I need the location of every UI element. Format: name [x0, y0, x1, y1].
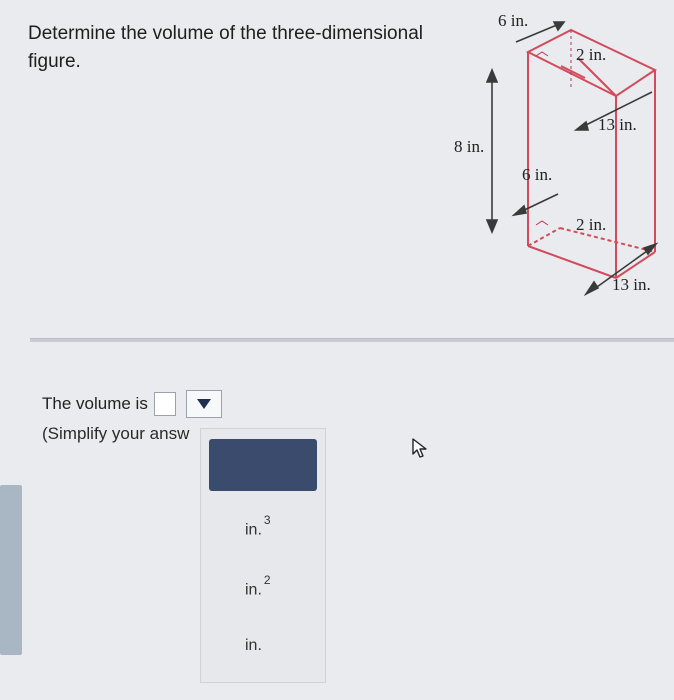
prism-figure [440, 0, 674, 310]
caret-down-icon [197, 399, 211, 409]
unit-option-in2[interactable] [245, 573, 271, 599]
unit-option-in3[interactable] [245, 513, 271, 539]
unit-option-in3-base: in. [245, 521, 262, 539]
question-line-2: figure. [28, 51, 81, 72]
label-top-length: 13 in. [598, 115, 637, 134]
unit-option-in3-exp: 3 [263, 513, 271, 527]
left-scrollbar[interactable] [0, 485, 22, 655]
unit-option-in2-base: in. [245, 581, 262, 599]
simplify-hint: (Simplify your answ [42, 424, 190, 443]
answer-prefix: The volume is [42, 394, 148, 413]
label-height: 8 in. [454, 137, 485, 156]
label-bottom-length: 13 in. [612, 275, 651, 294]
label-top-inner-depth: 2 in. [576, 45, 607, 64]
volume-input[interactable] [154, 392, 176, 416]
label-bottom-inner-depth: 2 in. [576, 215, 607, 234]
question-line-1: Determine the volume of the three-dimensional [28, 23, 423, 44]
mouse-cursor-icon [410, 437, 430, 459]
section-divider [30, 338, 674, 342]
unit-option-in-base: in. [245, 637, 262, 654]
answer-line [42, 390, 222, 418]
dropdown-highlight[interactable] [209, 439, 317, 491]
label-top-width: 6 in. [498, 11, 529, 30]
unit-dropdown-button[interactable] [186, 390, 222, 418]
label-bottom-width: 6 in. [522, 165, 553, 184]
unit-dropdown-menu [200, 428, 326, 683]
question-text [28, 20, 458, 76]
unit-option-in[interactable] [245, 637, 262, 655]
unit-option-in2-exp: 2 [263, 573, 271, 587]
